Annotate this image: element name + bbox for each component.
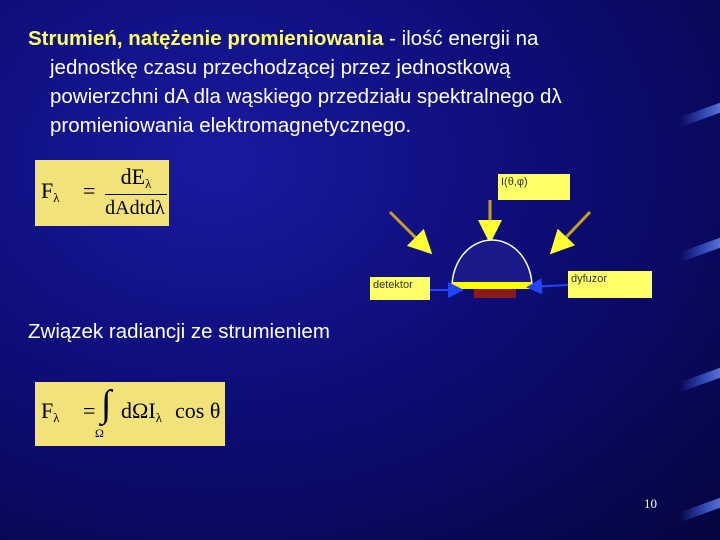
title-line2: jednostkę czasu przechodzącej przez jednostkową [50,56,511,79]
ray-arrow-left [390,212,428,250]
diffuser-label: dyfuzor [571,273,608,285]
detector-block [474,289,516,298]
diffuser-label-box [568,271,652,298]
formula2-body: dΩIλ [121,398,162,425]
integral-sign: ∫ [101,383,112,425]
diffuser-pointer [530,285,568,287]
title-line3: powierzchni dA dla wąskiego przedziału spektralnego dλ [50,85,562,108]
formula2-cos: cos θ [175,398,221,423]
diffuser-bar [453,282,531,289]
source-label: I(θ,φ) [501,176,528,188]
title-highlight: Strumień, natężenie promieniowania [28,27,384,50]
source-label-box [498,174,570,200]
formula2-equals: = [83,398,96,423]
section-heading: Związek radiancji ze strumieniem [28,320,330,343]
formula1-numerator: dEλ [120,164,152,191]
diffuser-dome [452,240,532,287]
formula1-denominator: dAdtdλ [105,197,165,219]
radiance-flux-formula [35,382,225,446]
detector-label-box [370,277,430,300]
formula1-equals: = [83,178,96,203]
page-number: 10 [644,496,657,511]
formula1-lhs: Fλ [41,178,60,205]
detector-label: detektor [373,279,413,291]
title-line1: - ilość energii na [383,27,539,50]
integral-limit: Ω [95,426,104,440]
ray-arrow-right [554,212,590,250]
title-line4: promieniowania elektromagnetycznego. [50,114,412,137]
formula2-lhs: Fλ [41,398,60,425]
